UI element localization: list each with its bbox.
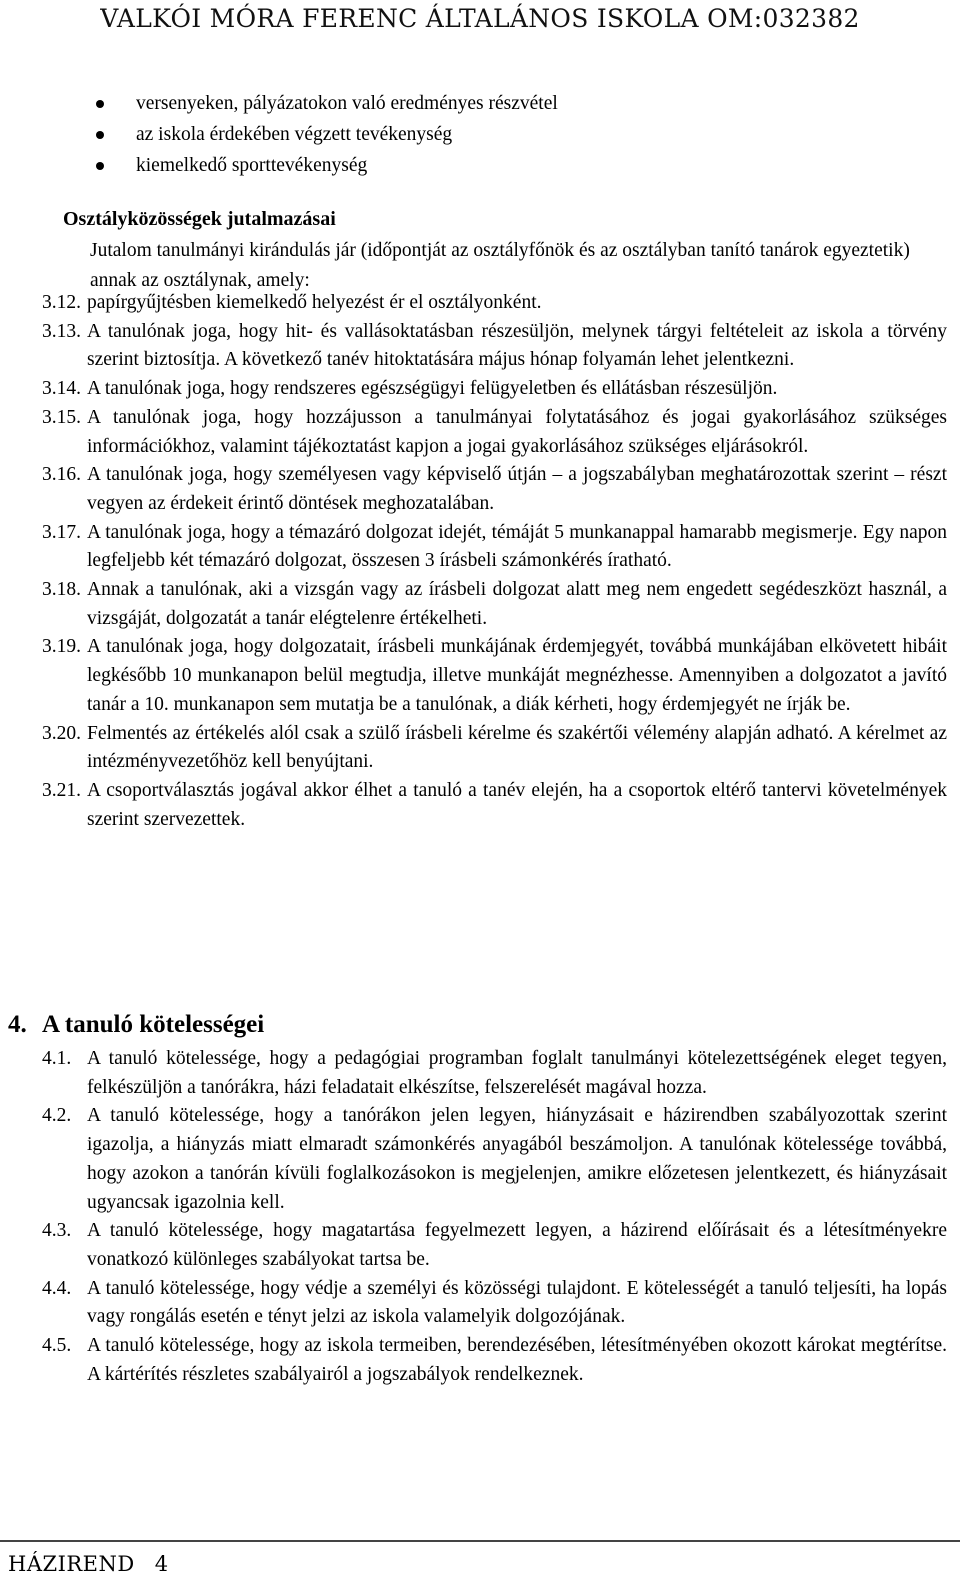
rule-number: 4.1.: [42, 1048, 72, 1069]
rule-item: [42, 404, 947, 461]
rule-item: [42, 777, 947, 834]
rule-item: [42, 461, 947, 518]
rule-number: 3.17.: [42, 521, 81, 543]
rule-item: [42, 576, 947, 633]
chapter-title: A tanuló kötelességei: [42, 1011, 265, 1038]
rule-item: [42, 1102, 947, 1217]
rule-number: 3.12.: [42, 292, 81, 313]
rule-text: A tanuló kötelessége, hogy védje a személyi és közösségi tulajdont. E kötelességét a tanuló teljesíti, ha lopás vagy rongálás esetén e tényt jelzi az iskola valamelyik dolgozójának.: [87, 1277, 947, 1328]
rule-item: [42, 375, 947, 404]
bullet-icon: [96, 100, 104, 108]
rule-item: [42, 289, 947, 318]
section-4-items: [42, 1045, 947, 1389]
rule-number: 3.16.: [42, 464, 81, 486]
rule-number: 3.20.: [42, 722, 81, 744]
rule-text: papírgyűjtésben kiemelkedő helyezést ér el osztályonként.: [87, 292, 542, 313]
rule-text: A csoportválasztás jogával akkor élhet a tanuló a tanév elején, ha a csoportok eltérő tantervi követelmények szerint szervezettek.: [87, 779, 947, 830]
page-number: 4: [154, 1552, 169, 1576]
page-header: VALKÓI MÓRA FERENC ÁLTALÁNOS ISKOLA OM:032382: [100, 4, 860, 33]
bullet-icon: [96, 162, 104, 170]
rule-text: A tanuló kötelessége, hogy a pedagógiai programban foglalt tanulmányi kötelezettségének eleget tegyen, felkészüljön a tanórákra, házi feladatait elkészítse, felszerelését magával hozza.: [87, 1048, 947, 1098]
chapter-heading: [8, 1005, 264, 1045]
rule-text: A tanuló kötelessége, hogy magatartása fegyelmezett legyen, a házirend előírásait és a létesítményekre vonatkozó különleges szabályokat tartsa be.: [87, 1220, 947, 1270]
list-item: kiemelkedő sporttevékenység: [96, 150, 946, 181]
rule-item: [42, 720, 947, 777]
rule-number: 3.21.: [42, 779, 81, 801]
class-rewards-text: Jutalom tanulmányi kirándulás jár (időpontját az osztályfőnök és az osztályban tanító tanárok egyeztetik) annak az osztálynak, amely:: [90, 240, 910, 291]
rule-number: 3.19.: [42, 636, 81, 658]
class-rewards-heading: Osztályközösségek jutalmazásai: [63, 208, 336, 230]
chapter-number: 4.: [8, 1011, 27, 1038]
section-3-items: [42, 289, 947, 834]
bullet-icon: [96, 131, 104, 139]
rule-number: 3.18.: [42, 579, 81, 601]
rule-text: A tanulónak joga, hogy dolgozatait, írásbeli munkájának érdemjegyét, továbbá munkájában elkövetett hibáit legkésőbb 10 munkanapon belül megtudja, illetve munkáját megnézhesse. Amennyiben a dolgozatot a javító tanár a 10. munkanapon sem mutatja be a tanulónak, a diák kérheti, hogy érdemjegyét ne írják be.: [87, 636, 947, 715]
rule-item: [42, 519, 947, 576]
rule-text: Felmentés az értékelés alól csak a szülő írásbeli kérelme és szakértői vélemény alapján adható. A kérelmet az intézményvezetőhöz kell benyújtani.: [87, 722, 947, 773]
rule-number: 4.2.: [42, 1105, 72, 1127]
rule-text: A tanulónak joga, hogy hit- és vallásoktatásban részesüljön, melynek tárgyi feltételeit az iskola a törvény szerint biztosítja. A következő tanév hitoktatására május hónap folyamán lehet jelentkezni.: [87, 320, 947, 371]
list-item: versenyeken, pályázatokon való eredményes részvétel: [96, 88, 946, 119]
rule-text: A tanulónak joga, hogy személyesen vagy képviselő útján – a jogszabályban meghatározottak szerint – részt vegyen az érdekeit érintő döntések meghozatalában.: [87, 464, 947, 514]
reward-criteria-list: [96, 88, 946, 181]
rule-text: A tanulónak joga, hogy a témazáró dolgozat idejét, témáját 5 munkanappal hamarabb megismerje. Egy napon legfeljebb két témazáró dolgozat, összesen 3 írásbeli számonkérés íratható.: [87, 521, 947, 572]
rule-text: Annak a tanulónak, aki a vizsgán vagy az írásbeli dolgozat alatt meg nem engedett segédeszközt használ, a vizsgáját, dolgozatát a tanár elégtelenre értékelheti.: [87, 579, 947, 629]
rule-number: 4.4.: [42, 1277, 72, 1299]
rule-text: A tanulónak joga, hogy hozzájusson a tanulmányai folytatásához és jogai gyakorlásához szükséges információkhoz, valamint tájékoztatást kapjon a jogai gyakorlásához szükséges eljárásokról.: [87, 406, 947, 457]
rule-number: 3.15.: [42, 406, 81, 428]
list-item: az iskola érdekében végzett tevékenység: [96, 119, 946, 150]
rule-item: [42, 1275, 947, 1332]
rule-item: [42, 1217, 947, 1274]
rule-number: 3.13.: [42, 320, 81, 342]
rule-item: [42, 1045, 947, 1102]
rule-text: A tanulónak joga, hogy rendszeres egészségügyi felügyeletben és ellátásban részesüljön.: [87, 378, 778, 400]
rule-number: 3.14.: [42, 378, 81, 400]
rule-item: [42, 1332, 947, 1389]
rule-item: [42, 318, 947, 375]
footer-divider: [0, 1540, 960, 1542]
rule-text: A tanuló kötelessége, hogy az iskola termeiben, berendezésében, létesítményében okozott károkat megtérítse. A kártérítés részletes szabályairól a jogszabályok rendelkeznek.: [87, 1335, 947, 1385]
footer-label: HÁZIREND: [8, 1552, 135, 1576]
page-footer: [8, 1548, 169, 1580]
rule-text: A tanuló kötelessége, hogy a tanórákon jelen legyen, hiányzásait e házirendben szabályozottak szerint igazolja, a hiányzás miatt elmaradt számonkérés anyagából beszámoljon. A tanulónak kötelessége továbbá, hogy azokon a tanórán kívüli foglalkozásokon is megjelenjen, amikre előzetesen jelentkezett, és hiányzásait ugyancsak igazolnia kell.: [87, 1105, 947, 1213]
rule-item: [42, 633, 947, 719]
rule-number: 4.3.: [42, 1220, 72, 1242]
rule-number: 4.5.: [42, 1335, 72, 1357]
